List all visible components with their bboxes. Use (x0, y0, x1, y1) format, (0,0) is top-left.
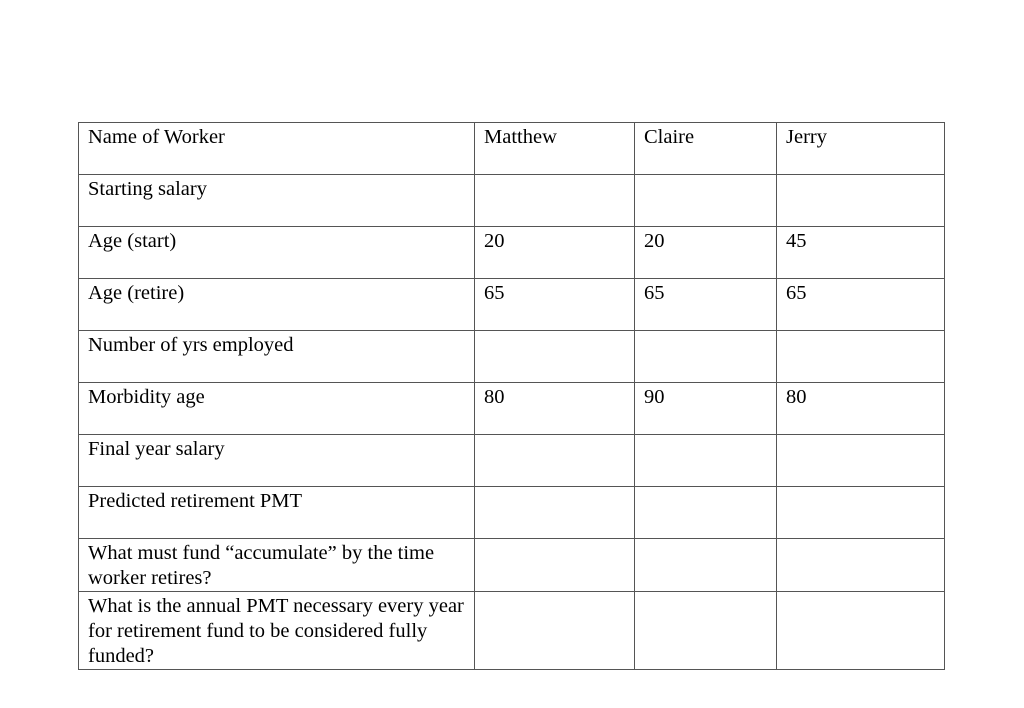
worker-name-matthew: Matthew (475, 123, 635, 175)
cell-claire: 90 (635, 383, 777, 435)
cell-claire[interactable] (635, 487, 777, 539)
cell-matthew[interactable] (475, 592, 635, 670)
cell-claire[interactable] (635, 539, 777, 592)
cell-matthew[interactable] (475, 331, 635, 383)
table-row-final-year-salary (79, 435, 945, 487)
header-row (79, 123, 945, 175)
cell-jerry[interactable] (777, 435, 945, 487)
table-row-age-start (79, 227, 945, 279)
cell-jerry[interactable] (777, 487, 945, 539)
cell-jerry[interactable] (777, 331, 945, 383)
cell-claire: 65 (635, 279, 777, 331)
worker-name-claire: Claire (635, 123, 777, 175)
table-row-annual-pmt-fully-funded (79, 592, 945, 670)
table-row-starting-salary (79, 175, 945, 227)
cell-matthew: 80 (475, 383, 635, 435)
cell-jerry[interactable] (777, 175, 945, 227)
cell-claire[interactable] (635, 435, 777, 487)
cell-jerry: 45 (777, 227, 945, 279)
cell-claire[interactable] (635, 592, 777, 670)
row-label: Number of yrs employed (79, 331, 475, 383)
header-label-cell: Name of Worker (79, 123, 475, 175)
cell-matthew: 65 (475, 279, 635, 331)
table-row-years-employed (79, 331, 945, 383)
table-row-morbidity-age (79, 383, 945, 435)
row-label: Age (retire) (79, 279, 475, 331)
cell-jerry: 80 (777, 383, 945, 435)
cell-jerry[interactable] (777, 592, 945, 670)
cell-claire[interactable] (635, 175, 777, 227)
row-label: Final year salary (79, 435, 475, 487)
row-label: Starting salary (79, 175, 475, 227)
row-label: Morbidity age (79, 383, 475, 435)
cell-matthew: 20 (475, 227, 635, 279)
cell-matthew[interactable] (475, 175, 635, 227)
table-row-age-retire (79, 279, 945, 331)
table-row-predicted-retirement-pmt (79, 487, 945, 539)
cell-claire[interactable] (635, 331, 777, 383)
row-label: Age (start) (79, 227, 475, 279)
cell-matthew[interactable] (475, 487, 635, 539)
row-label: Predicted retirement PMT (79, 487, 475, 539)
retirement-worksheet-table (78, 122, 945, 670)
row-label: What is the annual PMT necessary every year for retirement fund to be considered fully funded? (79, 592, 475, 670)
table-row-fund-accumulate (79, 539, 945, 592)
cell-matthew[interactable] (475, 435, 635, 487)
cell-matthew[interactable] (475, 539, 635, 592)
worker-name-jerry: Jerry (777, 123, 945, 175)
cell-jerry: 65 (777, 279, 945, 331)
cell-jerry[interactable] (777, 539, 945, 592)
row-label: What must fund “accumulate” by the time worker retires? (79, 539, 475, 592)
cell-claire: 20 (635, 227, 777, 279)
